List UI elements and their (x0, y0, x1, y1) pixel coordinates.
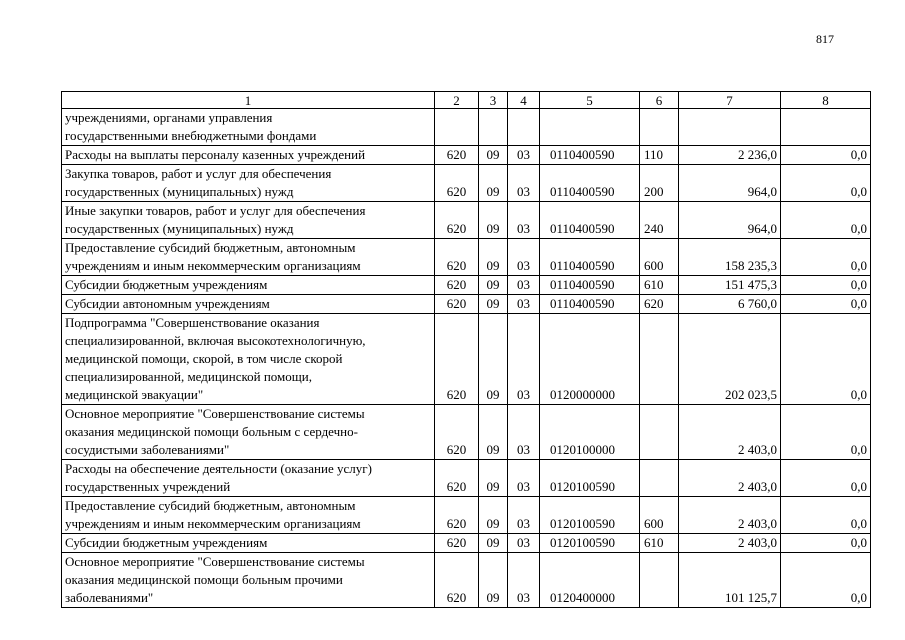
section-cell: 09 (479, 202, 508, 239)
target-article-cell: 0110400590 (540, 295, 640, 314)
table-row (62, 276, 871, 295)
reg-code-cell (435, 109, 479, 146)
amount-2021-cell: 151 475,3 (679, 276, 781, 295)
row-name-line: учреждениям и иным некоммерческим организациям (65, 516, 361, 531)
target-article-cell: 0120000000 (540, 314, 640, 405)
table-row (62, 405, 871, 460)
table-row (62, 553, 871, 608)
reg-code-cell: 620 (435, 497, 479, 534)
amount-2021-cell: 2 403,0 (679, 405, 781, 460)
amount-2022-cell: 0,0 (781, 314, 871, 405)
reg-code-cell: 620 (435, 202, 479, 239)
table-row (62, 239, 871, 276)
row-name-cell (62, 534, 435, 553)
row-name-line: Субсидии бюджетным учреждениям (65, 277, 268, 292)
expense-type-cell (640, 460, 679, 497)
row-name-cell (62, 165, 435, 202)
reg-code-cell: 620 (435, 314, 479, 405)
reg-code-cell: 620 (435, 276, 479, 295)
expense-type-cell: 600 (640, 497, 679, 534)
row-name-cell (62, 146, 435, 165)
table-row (62, 109, 871, 146)
subsection-cell: 03 (508, 165, 540, 202)
reg-code-cell: 620 (435, 534, 479, 553)
expense-type-cell (640, 405, 679, 460)
section-cell: 09 (479, 497, 508, 534)
row-name-line: Подпрограмма "Совершенствование оказания (65, 315, 320, 330)
amount-2021-cell: 2 403,0 (679, 534, 781, 553)
row-name-cell (62, 202, 435, 239)
reg-code-cell: 620 (435, 405, 479, 460)
row-name-line: специализированной, включая высокотехнологичную, (65, 333, 366, 348)
expense-type-cell: 610 (640, 534, 679, 553)
amount-2021-cell: 202 023,5 (679, 314, 781, 405)
target-article-cell: 0110400590 (540, 276, 640, 295)
section-cell: 09 (479, 295, 508, 314)
expense-type-cell (640, 109, 679, 146)
amount-2022-cell: 0,0 (781, 295, 871, 314)
section-cell: 09 (479, 276, 508, 295)
row-name-line: государственных (муниципальных) нужд (65, 221, 294, 236)
amount-2022-cell: 0,0 (781, 497, 871, 534)
amount-2022-cell: 0,0 (781, 534, 871, 553)
header-cell-6: 6 (640, 92, 679, 109)
target-article-cell: 0120100590 (540, 460, 640, 497)
row-name-line: оказания медицинской помощи больным прочими (65, 572, 343, 587)
row-name-line: Субсидии бюджетным учреждениям (65, 535, 268, 550)
header-cell-2: 2 (435, 92, 479, 109)
subsection-cell: 03 (508, 314, 540, 405)
row-name-line: Иные закупки товаров, работ и услуг для обеспечения (65, 203, 366, 218)
row-name-cell (62, 405, 435, 460)
reg-code-cell: 620 (435, 146, 479, 165)
row-name-cell (62, 276, 435, 295)
reg-code-cell: 620 (435, 239, 479, 276)
table-row (62, 534, 871, 553)
target-article-cell: 0120100000 (540, 405, 640, 460)
row-name-cell (62, 295, 435, 314)
amount-2022-cell: 0,0 (781, 202, 871, 239)
amount-2021-cell: 2 403,0 (679, 460, 781, 497)
row-name-line: учреждениям и иным некоммерческим организациям (65, 258, 361, 273)
section-cell: 09 (479, 314, 508, 405)
reg-code-cell: 620 (435, 165, 479, 202)
amount-2022-cell: 0,0 (781, 146, 871, 165)
section-cell (479, 109, 508, 146)
header-cell-7: 7 (679, 92, 781, 109)
table-row (62, 165, 871, 202)
row-name-line: Расходы на обеспечение деятельности (оказание услуг) (65, 461, 372, 476)
subsection-cell: 03 (508, 146, 540, 165)
amount-2021-cell: 2 236,0 (679, 146, 781, 165)
table-header-row (62, 92, 871, 109)
row-name-line: государственных учреждений (65, 479, 231, 494)
row-name-line: государственными внебюджетными фондами (65, 128, 317, 143)
amount-2022-cell: 0,0 (781, 239, 871, 276)
expense-type-cell: 110 (640, 146, 679, 165)
target-article-cell: 0110400590 (540, 239, 640, 276)
subsection-cell: 03 (508, 295, 540, 314)
expense-type-cell: 200 (640, 165, 679, 202)
amount-2021-cell: 964,0 (679, 165, 781, 202)
subsection-cell: 03 (508, 534, 540, 553)
amount-2021-cell: 964,0 (679, 202, 781, 239)
page-number: 817 (816, 32, 834, 46)
table-row (62, 146, 871, 165)
section-cell: 09 (479, 165, 508, 202)
expense-type-cell: 620 (640, 295, 679, 314)
section-cell: 09 (479, 460, 508, 497)
table-row (62, 460, 871, 497)
section-cell: 09 (479, 553, 508, 608)
row-name-cell (62, 109, 435, 146)
header-cell-4: 4 (508, 92, 540, 109)
row-name-line: сосудистыми заболеваниями" (65, 442, 230, 457)
reg-code-cell: 620 (435, 553, 479, 608)
amount-2022-cell: 0,0 (781, 405, 871, 460)
header-cell-3: 3 (479, 92, 508, 109)
row-name-line: медицинской помощи, скорой, в том числе скорой (65, 351, 343, 366)
target-article-cell: 0110400590 (540, 202, 640, 239)
row-name-line: специализированной, медицинской помощи, (65, 369, 312, 384)
row-name-cell (62, 497, 435, 534)
amount-2021-cell (679, 109, 781, 146)
row-name-line: Основное мероприятие "Совершенствование системы (65, 406, 365, 421)
subsection-cell: 03 (508, 405, 540, 460)
row-name-line: Субсидии автономным учреждениям (65, 296, 270, 311)
section-cell: 09 (479, 405, 508, 460)
row-name-line: Закупка товаров, работ и услуг для обеспечения (65, 166, 332, 181)
target-article-cell: 0110400590 (540, 146, 640, 165)
amount-2022-cell: 0,0 (781, 165, 871, 202)
target-article-cell: 0120100590 (540, 534, 640, 553)
header-cell-8: 8 (781, 92, 871, 109)
row-name-cell (62, 314, 435, 405)
expense-type-cell (640, 553, 679, 608)
subsection-cell: 03 (508, 553, 540, 608)
reg-code-cell: 620 (435, 460, 479, 497)
row-name-line: Предоставление субсидий бюджетным, автономным (65, 498, 356, 513)
amount-2021-cell: 158 235,3 (679, 239, 781, 276)
header-cell-5: 5 (540, 92, 640, 109)
amount-2022-cell: 0,0 (781, 460, 871, 497)
amount-2021-cell: 101 125,7 (679, 553, 781, 608)
reg-code-cell: 620 (435, 295, 479, 314)
subsection-cell: 03 (508, 497, 540, 534)
section-cell: 09 (479, 239, 508, 276)
amount-2021-cell: 2 403,0 (679, 497, 781, 534)
row-name-line: медицинской эвакуации" (65, 387, 204, 402)
subsection-cell: 03 (508, 202, 540, 239)
subsection-cell: 03 (508, 239, 540, 276)
subsection-cell (508, 109, 540, 146)
amount-2021-cell: 6 760,0 (679, 295, 781, 314)
row-name-line: учреждениями, органами управления (65, 110, 273, 125)
row-name-line: Предоставление субсидий бюджетным, автономным (65, 240, 356, 255)
row-name-cell (62, 460, 435, 497)
expense-type-cell (640, 314, 679, 405)
budget-table (61, 91, 871, 608)
section-cell: 09 (479, 146, 508, 165)
row-name-line: государственных (муниципальных) нужд (65, 184, 294, 199)
amount-2022-cell: 0,0 (781, 276, 871, 295)
amount-2022-cell (781, 109, 871, 146)
target-article-cell: 0110400590 (540, 165, 640, 202)
row-name-line: заболеваниями" (65, 590, 154, 605)
target-article-cell: 0120400000 (540, 553, 640, 608)
table-row (62, 497, 871, 534)
section-cell: 09 (479, 534, 508, 553)
expense-type-cell: 240 (640, 202, 679, 239)
target-article-cell (540, 109, 640, 146)
row-name-line: оказания медицинской помощи больным с сердечно- (65, 424, 358, 439)
table-row (62, 295, 871, 314)
row-name-line: Основное мероприятие "Совершенствование системы (65, 554, 365, 569)
subsection-cell: 03 (508, 460, 540, 497)
row-name-cell (62, 553, 435, 608)
subsection-cell: 03 (508, 276, 540, 295)
header-cell-1: 1 (62, 92, 435, 109)
table-row (62, 202, 871, 239)
expense-type-cell: 610 (640, 276, 679, 295)
row-name-line: Расходы на выплаты персоналу казенных учреждений (65, 147, 366, 162)
table-row (62, 314, 871, 405)
amount-2022-cell: 0,0 (781, 553, 871, 608)
expense-type-cell: 600 (640, 239, 679, 276)
row-name-cell (62, 239, 435, 276)
target-article-cell: 0120100590 (540, 497, 640, 534)
